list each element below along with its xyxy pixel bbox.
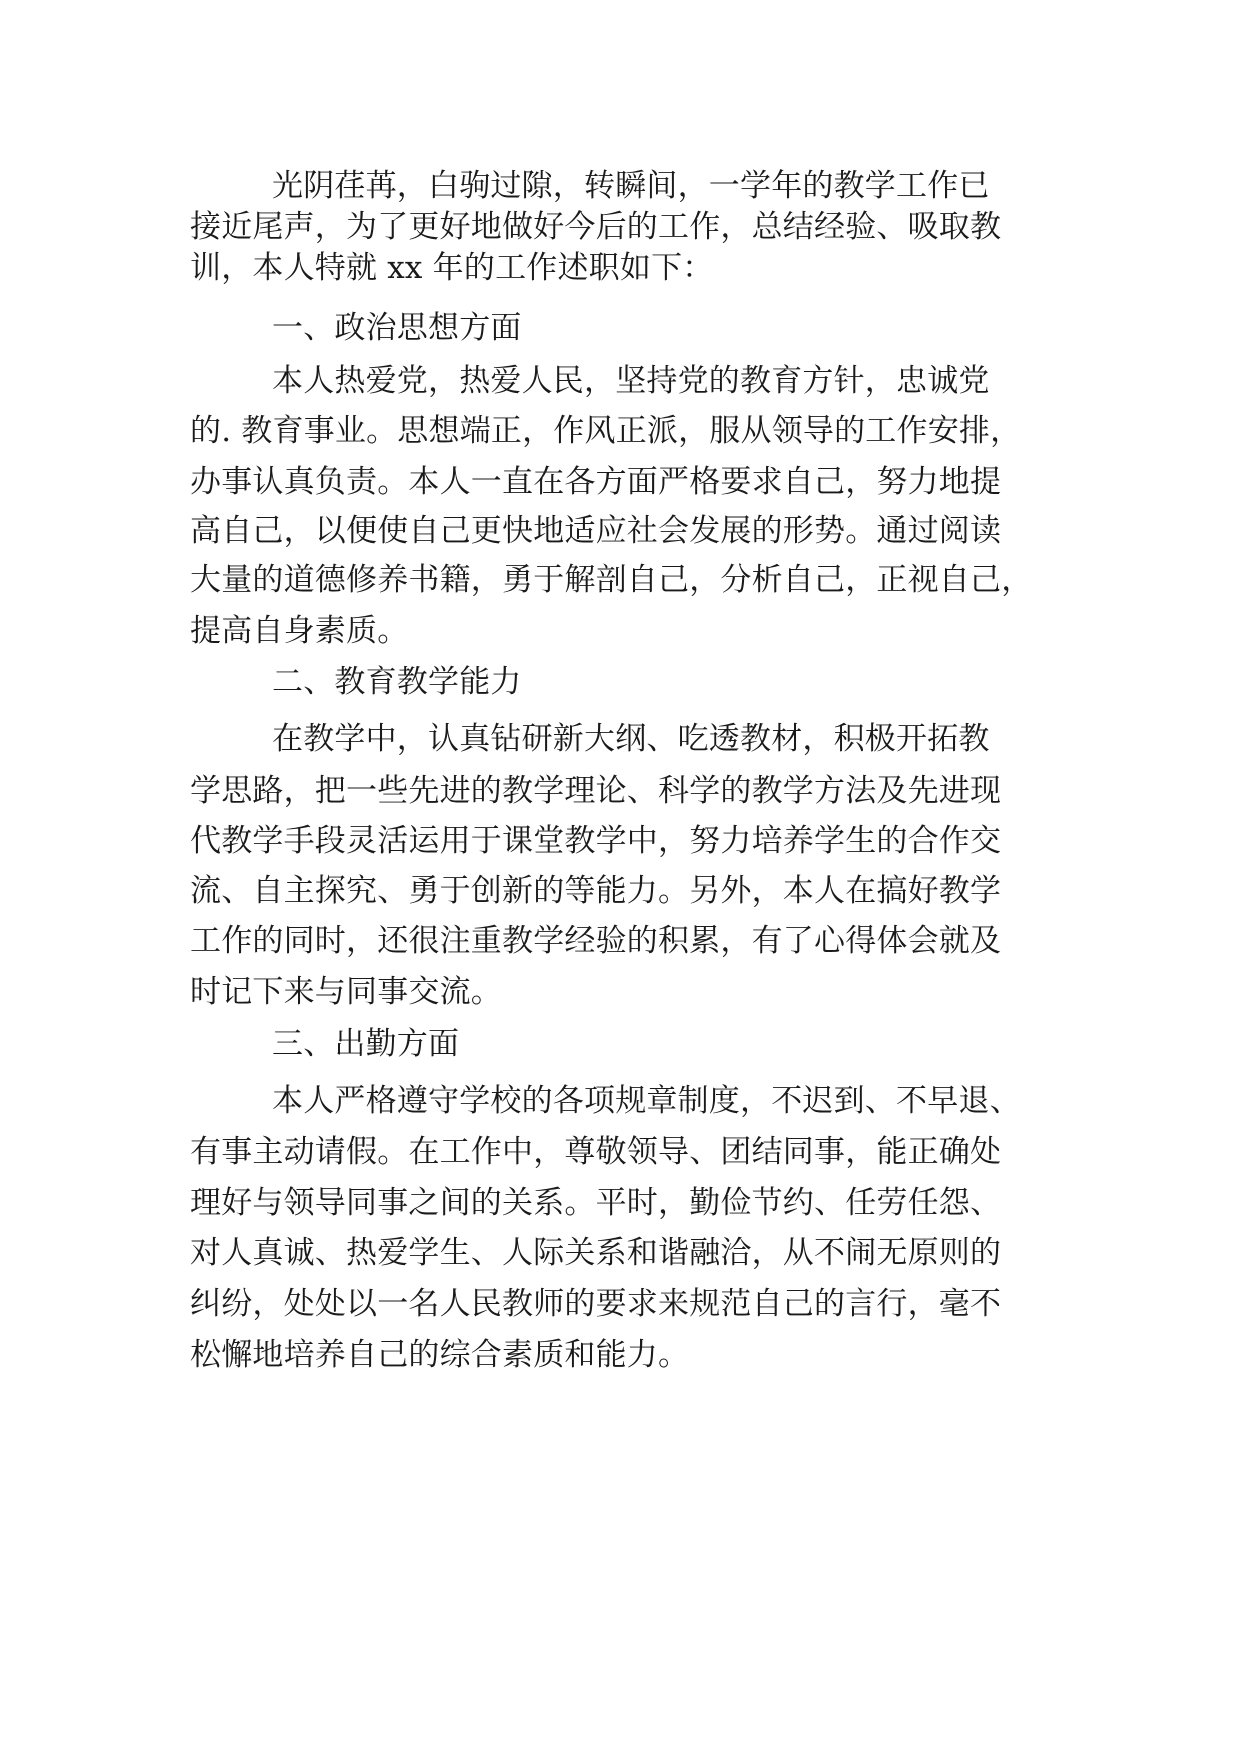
section-heading-1: 一、政治思想方面 [272,310,522,346]
section1-line-6: 提高自身素质。 [190,613,409,649]
section-heading-3: 三、出勤方面 [272,1026,460,1062]
section2-line-2: 学思路，把一些先进的教学理论、科学的教学方法及先进现 [190,773,1002,809]
section2-line-3: 代教学手段灵活运用于课堂教学中，努力培养学生的合作交 [190,823,1002,859]
section3-line-5: 纠纷，处处以一名人民教师的要求来规范自己的言行，毫不 [190,1286,1002,1322]
section-heading-2: 二、教育教学能力 [272,664,522,700]
section1-line-5: 大量的道德修养书籍，勇于解剖自己，分析自己，正视自己， [190,562,1033,598]
section1-line-1: 本人热爱党，热爱人民，坚持党的教育方针，忠诚党 [272,363,990,399]
section3-line-1: 本人严格遵守学校的各项规章制度，不迟到、不早退、 [272,1083,1021,1119]
section1-line-2: 的. 教育事业。思想端正，作风正派，服从领导的工作安排， [190,413,1022,449]
section3-line-3: 理好与领导同事之间的关系。平时，勤俭节约、任劳任怨、 [190,1185,1002,1221]
section1-line-4: 高自己，以便使自己更快地适应社会发展的形势。通过阅读 [190,513,1002,549]
section2-line-4: 流、自主探究、勇于创新的等能力。另外，本人在搞好教学 [190,873,1002,909]
intro-line-3: 训，本人特就 xx 年的工作述职如下： [190,250,714,286]
intro-line-2: 接近尾声，为了更好地做好今后的工作，总结经验、吸取教 [190,209,1002,245]
section2-line-1: 在教学中，认真钻研新大纲、吃透教材，积极开拓教 [272,721,990,757]
intro-line-1: 光阴荏苒，白驹过隙，转瞬间，一学年的教学工作已 [272,168,990,204]
section1-line-3: 办事认真负责。本人一直在各方面严格要求自己，努力地提 [190,464,1002,500]
section3-line-4: 对人真诚、热爱学生、人际关系和谐融洽，从不闹无原则的 [190,1235,1002,1271]
section2-line-5: 工作的同时，还很注重教学经验的积累，有了心得体会就及 [190,923,1002,959]
section3-line-2: 有事主动请假。在工作中，尊敬领导、团结同事，能正确处 [190,1134,1002,1170]
section2-line-6: 时记下来与同事交流。 [190,974,502,1010]
section3-line-6: 松懈地培养自己的综合素质和能力。 [190,1337,690,1373]
